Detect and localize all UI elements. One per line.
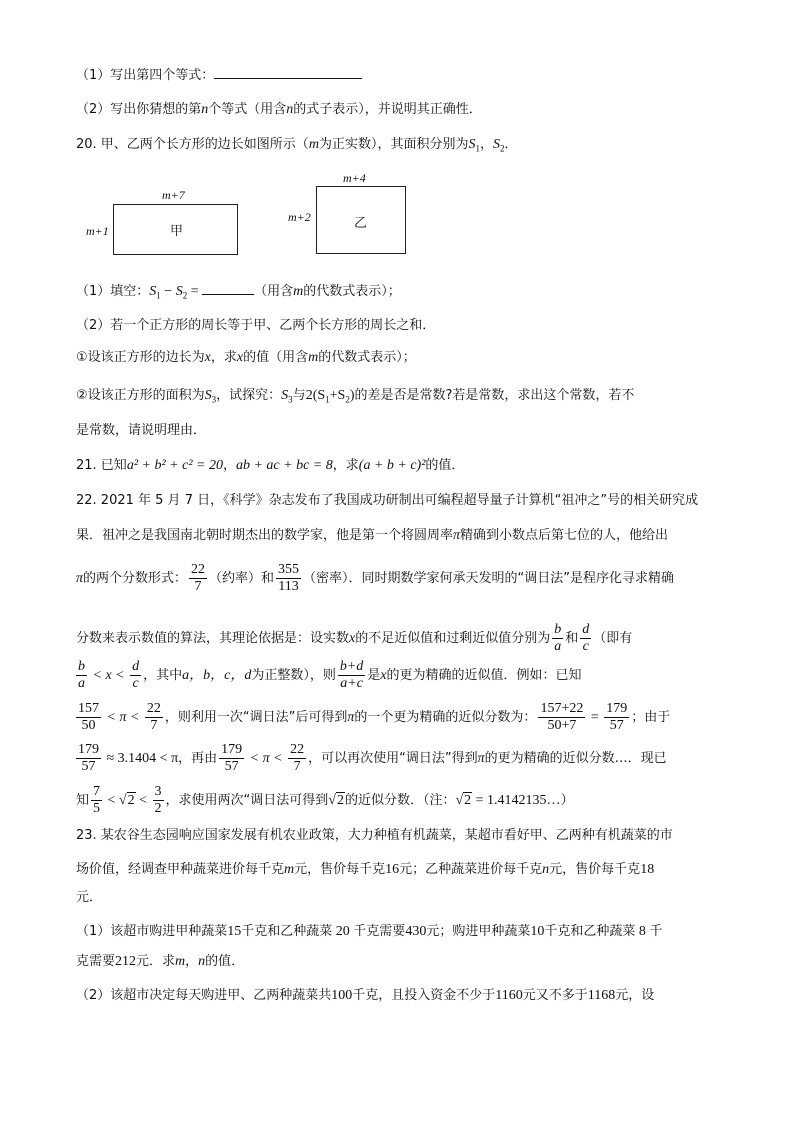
q23-part2: （2）该超市决定每天购进甲、乙两种蔬菜共100千克，且投入资金不少于1160元又不多于1168元，设 xyxy=(76,988,655,1003)
q19-part1: （1）写出第四个等式： xyxy=(76,66,362,85)
q22-line7: $\frac{179}{57}$ ≈ 3.1404 < π，再由 $\frac{179}{57}$ < π < $\frac{22}{7}$ ，可以再次使用“调日法”得到π的更为精确的近似分数…．现已 xyxy=(78,742,667,774)
q22-line2: 果．祖冲之是我国南北朝时期杰出的数学家，他是第一个将圆周率π精确到小数点后第七位的人，他给出 xyxy=(76,528,669,543)
q20-part1: （1）填空：$S_1 - S_2$ = （用含m的代数式表示）； xyxy=(76,284,401,301)
q22-line6: $\frac{157}{50}$ < π < $\frac{22}{7}$ ，则利用一次“调日法”后可得到π的一个更为精确的近似分数为： $\frac{157+22}{50+7}$ = $\frac{179}{57}$ ；由于 xyxy=(78,701,671,733)
q22-line3: π的两个分数形式： $\frac{22}{7}$ （约率）和 $\frac{355}{113}$ （密率）．同时期数学家何承天发明的“调日法”是程序化寻求精确 xyxy=(76,562,675,594)
q22-line8: 知 $\frac{7}{5}$ < √2 < $\frac{3}{2}$ ，求使用两次“调日法可得到√2的近似分数．（注：√2 = 1.4142135…） xyxy=(76,784,574,816)
q23-line3: 元． xyxy=(76,890,103,905)
q20-intro: 20. 甲、乙两个长方形的边长如图所示（m为正实数），其面积分别为$S_1$，$S_2$． xyxy=(76,137,518,154)
q22-line5: $\frac{b}{a}$ < x < $\frac{d}{c}$ ，其中a，b，c，d为正整数），则 $\frac{b+d}{a+c}$ 是x的更为精确的近似值．例如：已知 xyxy=(78,659,582,691)
q20-part2: （2）若一个正方形的周长等于甲、乙两个长方形的周长之和． xyxy=(76,318,436,333)
q21: 21. 已知a² + b² + c² = 20，ab + ac + bc = 8，求(a + b + c)²的值． xyxy=(76,458,465,473)
answer-blank[interactable] xyxy=(202,282,254,295)
q19-part2: （2）写出你猜想的第n个等式（用含n的式子表示），并说明其正确性． xyxy=(76,102,482,117)
q22-line1: 22. 2021 年 5 月 7 日，《科学》杂志发布了我国成功研制出可编程超导量子计算机“祖冲之”号的相关研究成 xyxy=(76,493,699,508)
q23-part1: （1）该超市购进甲种蔬菜15千克和乙种蔬菜 20 千克需要430元；购进甲种蔬菜10千克和乙种蔬菜 8 千 xyxy=(76,924,663,939)
answer-blank[interactable] xyxy=(214,66,362,79)
q22-line4: 分数来表示数值的算法，其理论依据是：设实数x的不足近似值和过剩近似值分别为 $\frac{b}{a}$ 和 $\frac{d}{c}$ （即有 xyxy=(76,622,633,654)
q23-line1: 23. 某农谷生态园响应国家发展有机农业政策，大力种植有机蔬菜，某超市看好甲、乙两种有机蔬菜的市 xyxy=(76,828,673,843)
q23-part1-cont: 克需要212元．求m，n的值． xyxy=(76,954,245,969)
q23-line2: 场价值，经调查甲种蔬菜进价每千克m元，售价每千克16元；乙种蔬菜进价每千克n元，售价每千克18 xyxy=(76,862,655,877)
q20-part2-1: ①设该正方形的边长为x，求x的值（用含m的代数式表示）； xyxy=(76,350,416,365)
q20-part2-2-cont: 是常数，请说明理由． xyxy=(76,423,207,438)
q20-part2-2: ②设该正方形的面积为$S_3$，试探究：$S_3$与$2(S_1+S_2)$的差是否是常数?若是常数，求出这个常数，若不 xyxy=(76,388,635,405)
